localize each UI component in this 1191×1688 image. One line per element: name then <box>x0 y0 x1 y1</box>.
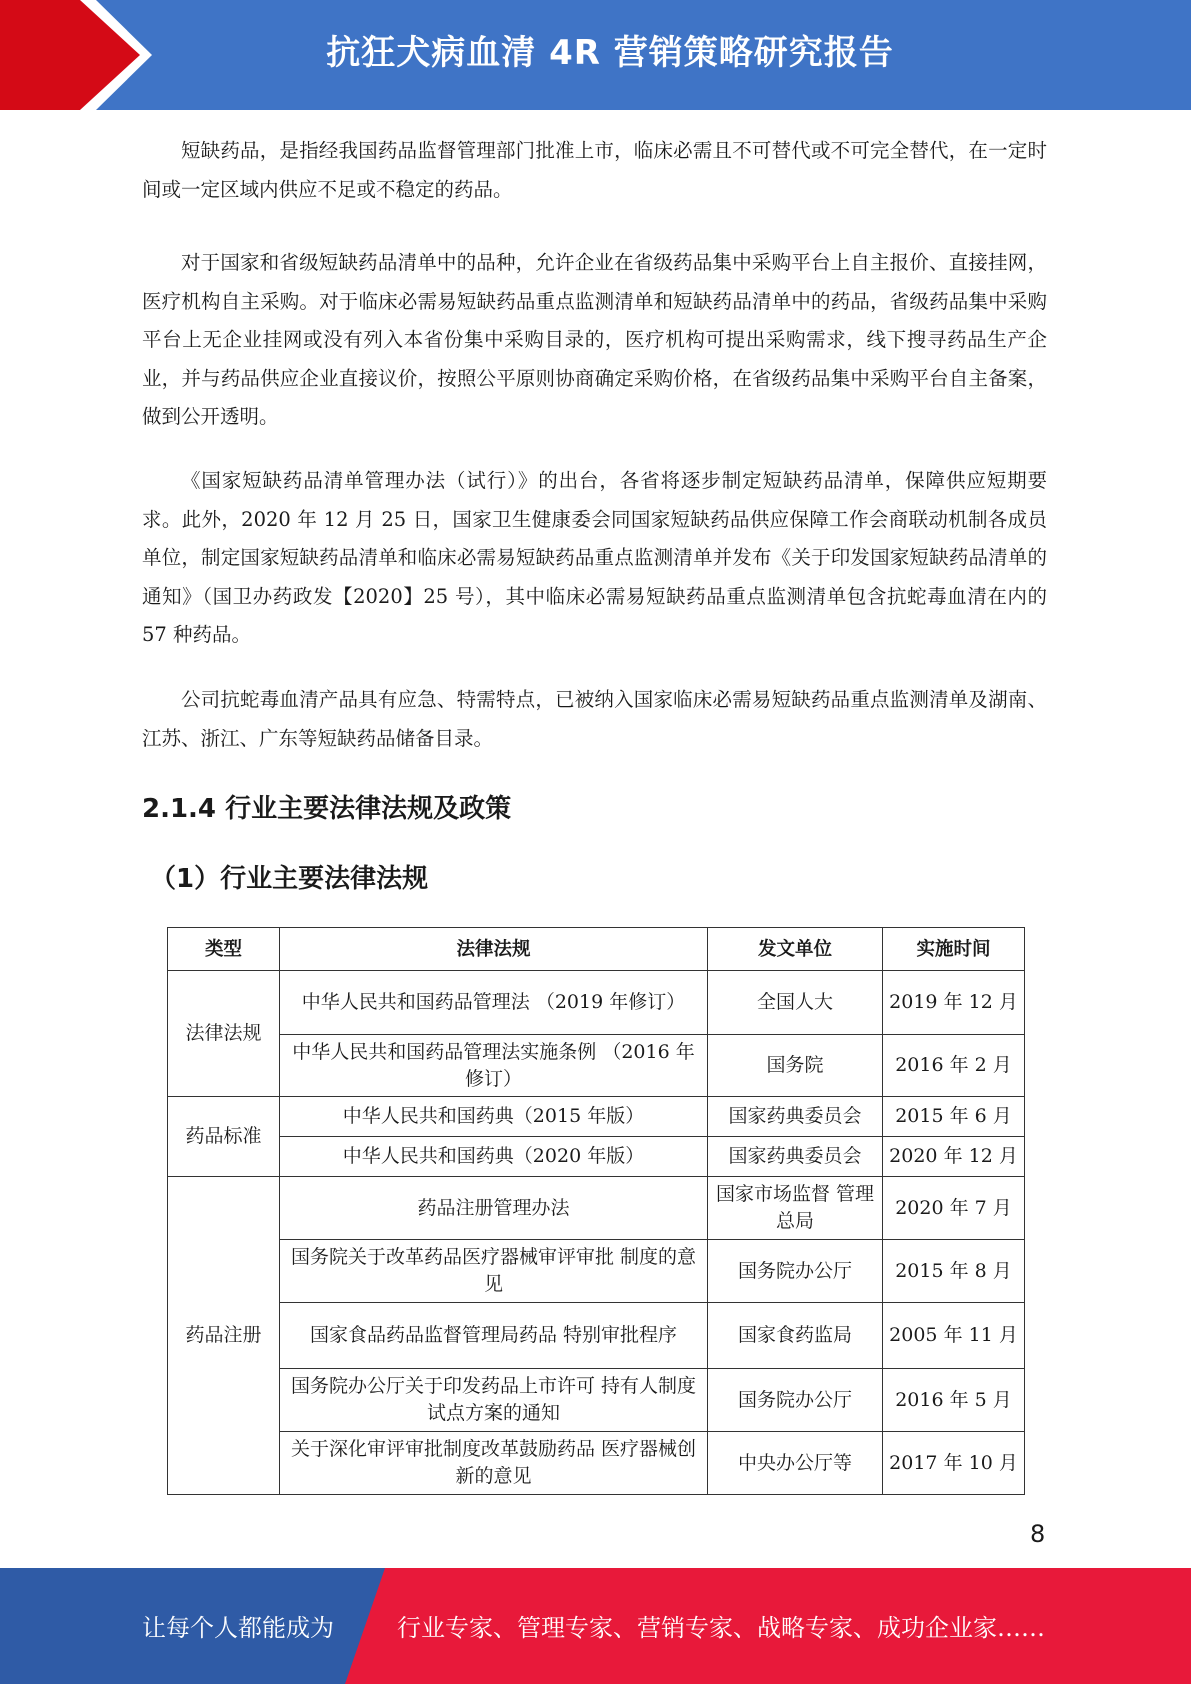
table-row <box>168 1240 1025 1303</box>
header-arrow-decoration <box>0 0 140 110</box>
date-cell: 2005 年 11 月 <box>883 1303 1025 1369</box>
regulation-cell: 中华人民共和国药典（2020 年版） <box>280 1137 708 1177</box>
report-title: 抗狂犬病血清 4R 营销策略研究报告 <box>326 33 894 73</box>
date-cell: 2015 年 6 月 <box>883 1097 1025 1137</box>
issuer-cell: 中央办公厅等 <box>708 1432 883 1495</box>
table-row <box>168 1369 1025 1432</box>
table-row <box>168 1177 1025 1240</box>
column-header-type: 类型 <box>168 928 280 971</box>
category-cell: 法律法规 <box>168 971 280 1097</box>
regulation-cell: 药品注册管理办法 <box>280 1177 708 1240</box>
subsection-heading: （1）行业主要法律法规 <box>150 864 429 894</box>
regulation-cell: 中华人民共和国药品管理法 （2019 年修订） <box>280 971 708 1035</box>
column-header-effective-date: 实施时间 <box>883 928 1025 971</box>
table-row <box>168 1432 1025 1495</box>
regulation-cell: 中华人民共和国药品管理法实施条例 （2016 年修订） <box>280 1035 708 1097</box>
issuer-cell: 国务院办公厅 <box>708 1369 883 1432</box>
footer-slogan-left: 让每个人都能成为 <box>142 1614 334 1642</box>
paragraph-shortage-definition: 短缺药品，是指经我国药品监督管理部门批准上市，临床必需且不可替代或不可完全替代，在一定时间或一定区域内供应不足或不稳定的药品。 <box>142 139 1047 201</box>
issuer-cell: 国务院 <box>708 1035 883 1097</box>
table-row <box>168 1097 1025 1137</box>
page-header <box>0 0 1191 110</box>
page-footer <box>0 1568 1191 1684</box>
table-header-row <box>168 928 1025 971</box>
issuer-cell: 全国人大 <box>708 971 883 1035</box>
regulations-table <box>167 927 1025 1495</box>
column-header-regulation: 法律法规 <box>280 928 708 971</box>
section-heading: 2.1.4 行业主要法律法规及政策 <box>142 794 512 824</box>
issuer-cell: 国务院办公厅 <box>708 1240 883 1303</box>
category-cell: 药品标准 <box>168 1097 280 1177</box>
issuer-cell: 国家食药监局 <box>708 1303 883 1369</box>
category-cell: 药品注册 <box>168 1177 280 1495</box>
paragraph-shortage-list-management: 《国家短缺药品清单管理办法（试行）》的出台，各省将逐步制定短缺药品清单，保障供应短期要求。此外，2020 年 12 月 25 日，国家卫生健康委会同国家短缺药品供应保障工作会商联动机制各成员单位，制定国家短缺药品清单和临床必需易短缺药品重点监测清单并发布《关于印发国家短缺药品清单的通知》（国卫办药政发【2020】25 号），其中临床必需易短缺药品重点监测清单包含抗蛇毒血清在内的 57 种药品。 <box>142 469 1047 646</box>
date-cell: 2015 年 8 月 <box>883 1240 1025 1303</box>
footer-slogan-right: 行业专家、管理专家、营销专家、战略专家、成功企业家…… <box>397 1614 1045 1642</box>
date-cell: 2020 年 7 月 <box>883 1177 1025 1240</box>
regulation-cell: 中华人民共和国药典（2015 年版） <box>280 1097 708 1137</box>
date-cell: 2016 年 5 月 <box>883 1369 1025 1432</box>
issuer-cell: 国家药典委员会 <box>708 1137 883 1177</box>
regulation-cell: 关于深化审评审批制度改革鼓励药品 医疗器械创新的意见 <box>280 1432 708 1495</box>
table-row <box>168 1035 1025 1097</box>
paragraph-company-product: 公司抗蛇毒血清产品具有应急、特需特点，已被纳入国家临床必需易短缺药品重点监测清单及湖南、江苏、浙江、广东等短缺药品储备目录。 <box>142 688 1047 750</box>
table-row <box>168 971 1025 1035</box>
table-row <box>168 1303 1025 1369</box>
date-cell: 2020 年 12 月 <box>883 1137 1025 1177</box>
date-cell: 2017 年 10 月 <box>883 1432 1025 1495</box>
table-row <box>168 1137 1025 1177</box>
paragraph-procurement-policy: 对于国家和省级短缺药品清单中的品种，允许企业在省级药品集中采购平台上自主报价、直接挂网，医疗机构自主采购。对于临床必需易短缺药品重点监测清单和短缺药品清单中的药品，省级药品集中采购平台上无企业挂网或没有列入本省份集中采购目录的，医疗机构可提出采购需求，线下搜寻药品生产企业，并与药品供应企业直接议价，按照公平原则协商确定采购价格，在省级药品集中采购平台自主备案，做到公开透明。 <box>142 251 1047 428</box>
regulation-cell: 国务院办公厅关于印发药品上市许可 持有人制度试点方案的通知 <box>280 1369 708 1432</box>
column-header-issuer: 发文单位 <box>708 928 883 971</box>
issuer-cell: 国家药典委员会 <box>708 1097 883 1137</box>
page-number: 8 <box>1030 1520 1046 1548</box>
regulation-cell: 国务院关于改革药品医疗器械审评审批 制度的意见 <box>280 1240 708 1303</box>
date-cell: 2019 年 12 月 <box>883 971 1025 1035</box>
regulation-cell: 国家食品药品监督管理局药品 特别审批程序 <box>280 1303 708 1369</box>
date-cell: 2016 年 2 月 <box>883 1035 1025 1097</box>
issuer-cell: 国家市场监督 管理总局 <box>708 1177 883 1240</box>
